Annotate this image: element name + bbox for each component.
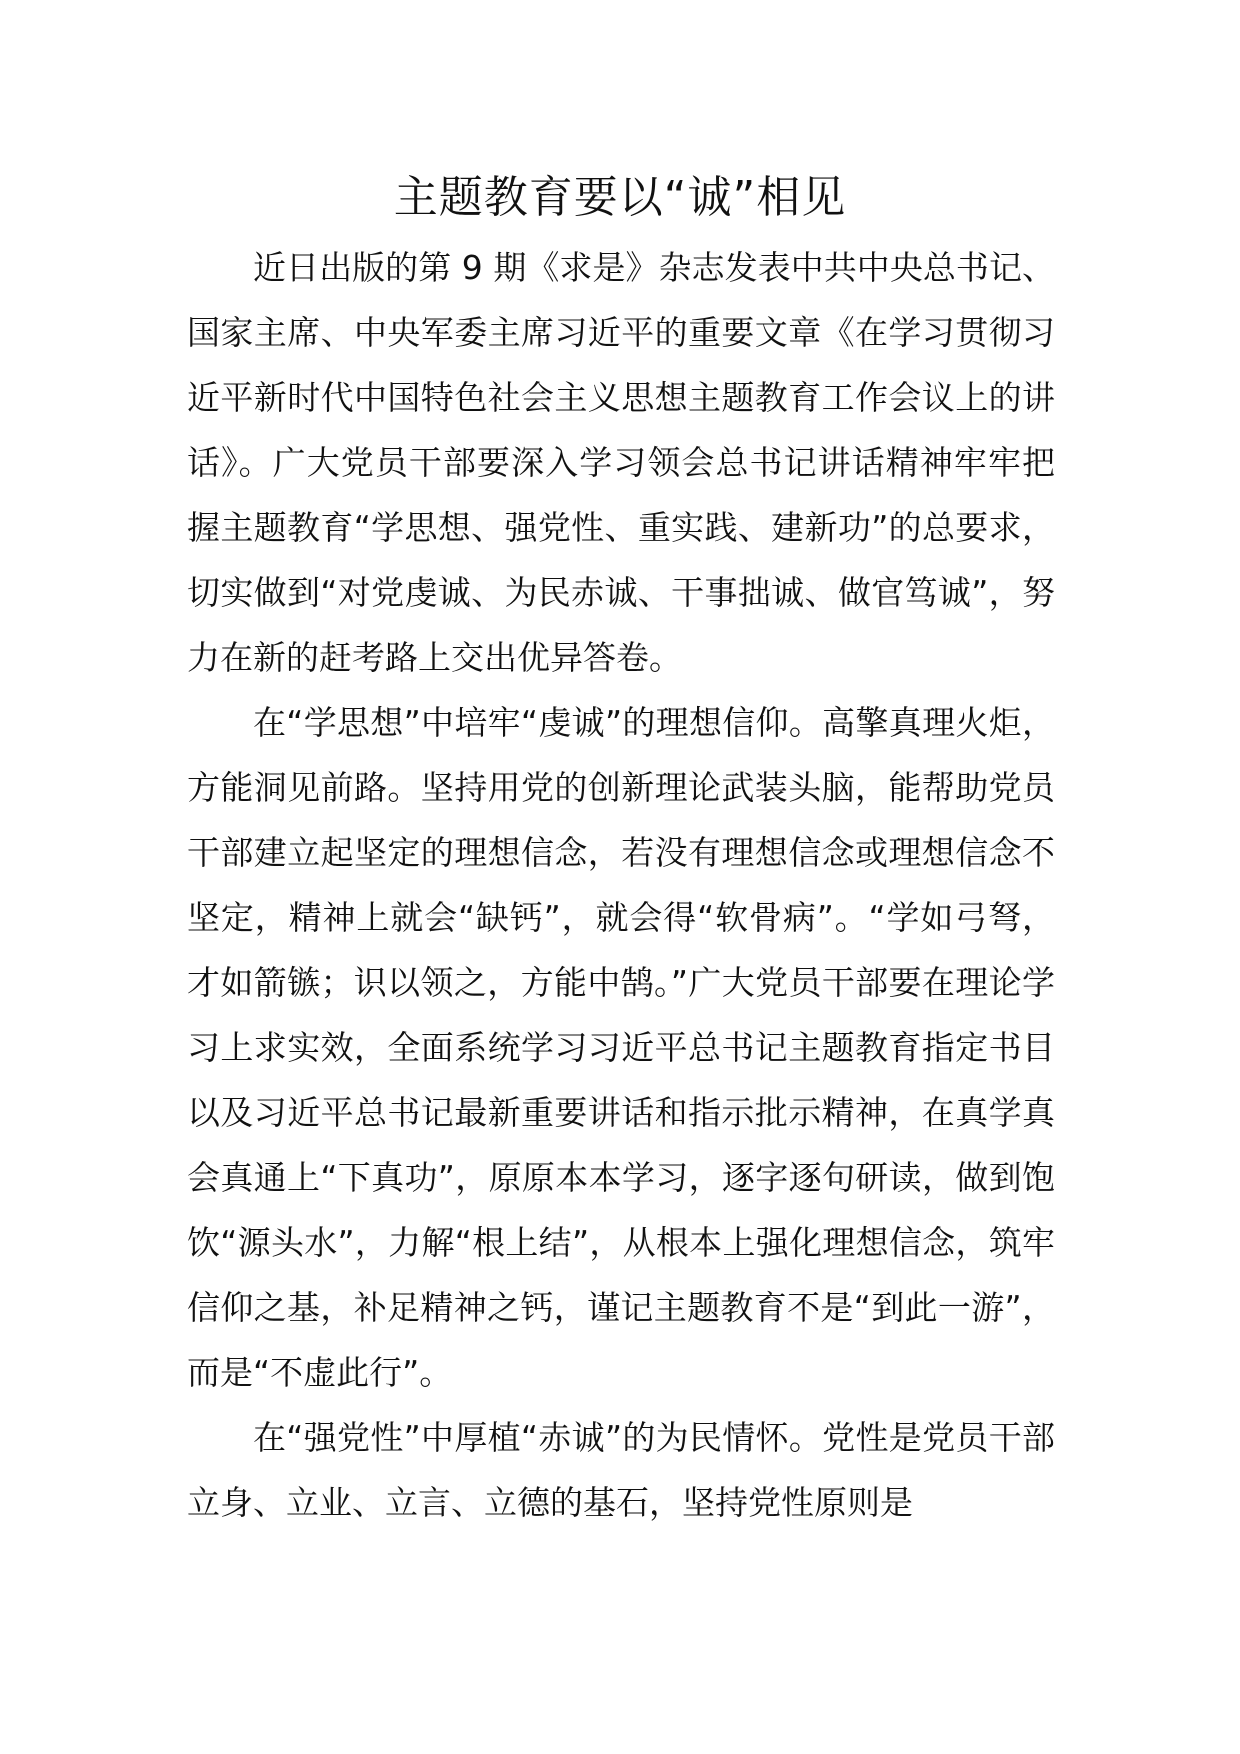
paragraph-party-spirit: 在“强党性”中厚植“赤诚”的为民情怀。党性是党员干部立身、立业、立言、立德的基石，坚持党性原则是	[187, 1418, 1055, 1522]
paragraph-study-thought: 在“学思想”中培牢“虔诚”的理想信仰。高擎真理火炬，方能洞见前路。坚持用党的创新理论武装头脑，能帮助党员干部建立起坚定的理想信念，若没有理想信念或理想信念不坚定，精神上就会“缺钙”，就会得“软骨病”。“学如弓弩，才如箭镞；识以领之，方能中鹄。”广大党员干部要在理论学习上求实效，全面系统学习习近平总书记主题教育指定书目以及习近平总书记最新重要讲话和指示批示精神，在真学真会真通上“下真功”，原原本本学习，逐字逐句研读，做到饱饮“源头水”，力解“根上结”，从根本上强化理想信念，筑牢信仰之基，补足精神之钙，谨记主题教育不是“到此一游”，而是“不虚此行”。	[187, 703, 1055, 1392]
paragraph-intro: 近日出版的第 9 期《求是》杂志发表中共中央总书记、国家主席、中央军委主席习近平的重要文章《在学习贯彻习近平新时代中国特色社会主义思想主题教育工作会议上的讲话》。广大党员干部要深入学习领会总书记讲话精神牢牢把握主题教育“学思想、强党性、重实践、建新功”的总要求，切实做到“对党虔诚、为民赤诚、干事拙诚、做官笃诚”，努力在新的赶考路上交出优异答卷。	[187, 248, 1055, 677]
document-body	[187, 235, 1055, 1535]
document-title: 主题教育要以“诚”相见	[393, 172, 847, 223]
